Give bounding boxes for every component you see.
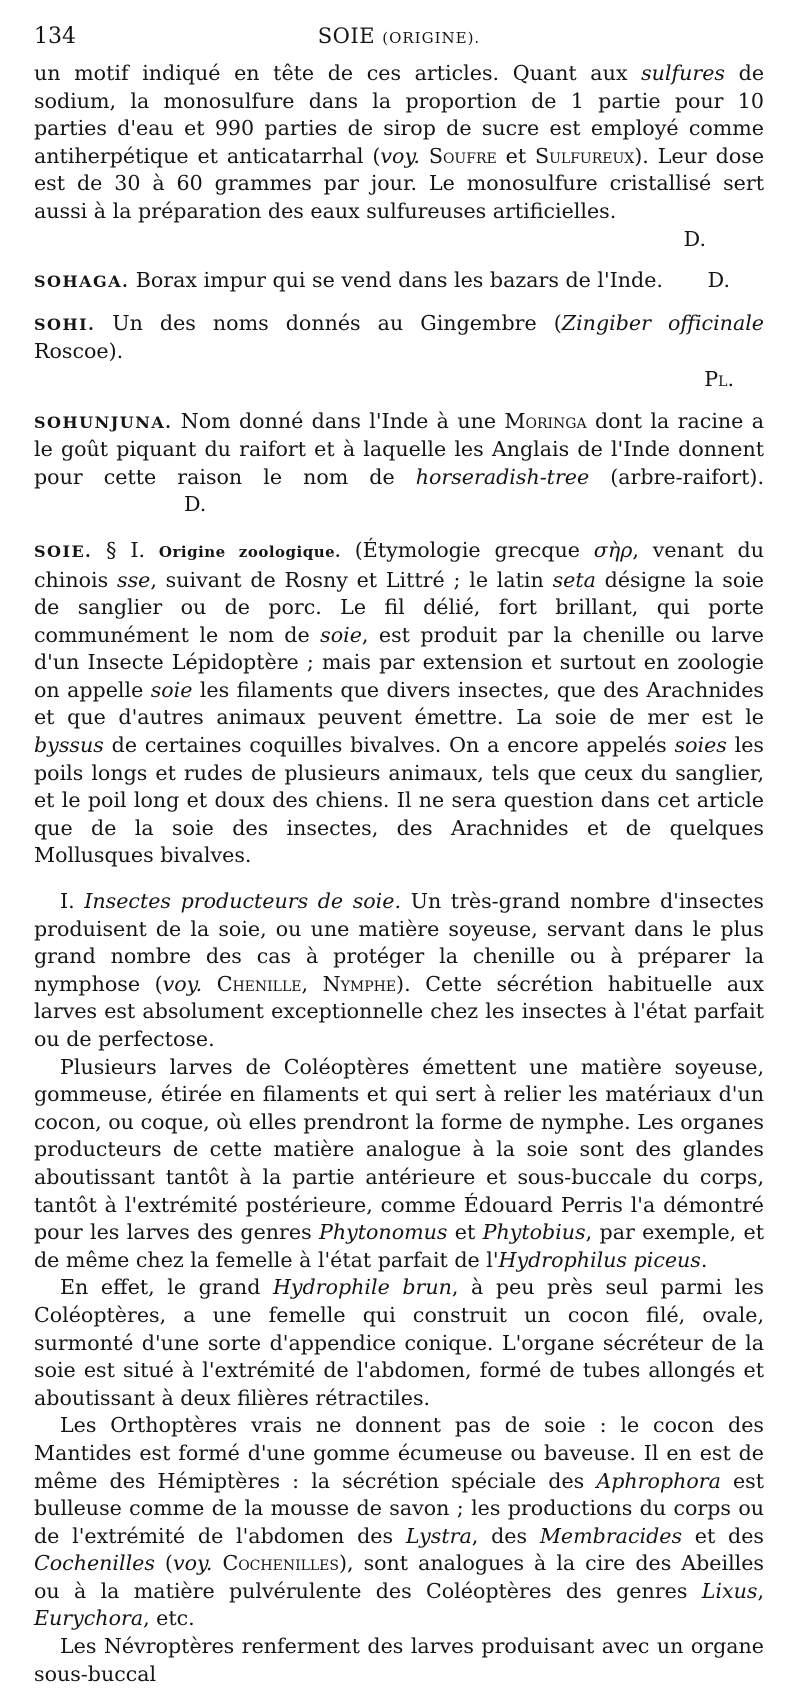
page-header bbox=[34, 24, 764, 60]
entry-sohaga: SOHAGA. Borax impur qui se vend dans les bazars de l'Inde. D. bbox=[34, 268, 730, 293]
intro-signature: D. bbox=[683, 226, 706, 251]
sohi-signature: Pl. bbox=[704, 366, 734, 391]
paragraph-hydrophile: En effet, le grand Hydrophile brun, à peu près seul parmi les Coléoptères, a une femelle qui construit un cocon filé, ovale, surmonté d'une sorte d'appendice conique. L'organe sécréteur de la soie est situé à l'extrémité de l'abdomen, formé de tubes allongés et aboutissant à deux filières rétractiles. bbox=[34, 1275, 764, 1410]
section-insectes: I. Insectes producteurs de soie. Un très-grand nombre d'insectes produisent de la soie, ou une matière soyeuse, servant dans le plus grand nombre des cas à protéger la chenille ou à préparer la nymphose (voy. Chenille, Nymphe). Cette sécrétion habituelle aux larves est absolument exceptionnelle chez les insectes à l'état parfait ou de perfectose. bbox=[34, 889, 765, 1051]
entry-sohunjuna: SOHUNJUNA. Nom donné dans l'Inde à une Moringa dont la racine a le goût piquant du raifort et à laquelle les Anglais de l'Inde donnent pour cette raison le nom de horseradish-tree (arbre-raifort).D. bbox=[34, 408, 764, 517]
running-title: SOIE (ORIGINE). bbox=[317, 24, 481, 48]
entry-sohi: SOHI. Un des noms donnés au Gingembre (Zingiber officinale Roscoe). bbox=[34, 310, 764, 364]
paragraph-nevropteres: Les Névroptères renferment des larves produisant avec un organe sous-buccal bbox=[34, 1634, 764, 1686]
intro-paragraph: un motif indiqué en tête de ces articles. Quant aux sulfures de sodium, la monosulfure dans la proportion de 1 partie pour 10 parties d'eau et 990 parties de sirop de sucre est employé comme antiherpétique et anticatarrhal (voy. Soufre et Sulfureux). Leur dose est de 30 à 60 grammes par jour. Le monosulfure cristallisé sert aussi à la préparation des eaux sulfureuses artificielles. bbox=[34, 61, 765, 223]
paragraph-coleopteres: Plusieurs larves de Coléoptères émettent une matière soyeuse, gommeuse, étirée en filaments et qui sert à relier les matériaux d'un cocon, ou coque, où elles prendront la forme de nymphe. Les organes producteurs de cette matière analogue à la soie sont des glandes aboutissant tantôt à la partie antérieure et sous-buccale du corps, tantôt à l'extrémité postérieure, comme Édouard Perris l'a démontré pour les larves des genres Phytonomus et Phytobius, par exemple, et de même chez la femelle à l'état parfait de l'Hydrophilus piceus. bbox=[34, 1054, 764, 1272]
paragraph-orthopteres: Les Orthoptères vrais ne donnent pas de soie : le cocon des Mantides est formé d'une gomme écumeuse ou baveuse. Il en est de même des Hémiptères : la sécrétion spéciale des Aphrophora est bulleuse comme de la mousse de savon ; les productions du corps ou de l'extrémité de l'abdomen des Lystra, des Membracides et des Cochenilles (voy. Cochenilles), sont analogues à la cire des Abeilles ou à la matière pulvérulente des Coléoptères des genres Lixus, Eurychora, etc. bbox=[34, 1413, 765, 1631]
page-number: 134 bbox=[34, 24, 76, 49]
entry-soie: SOIE. § I. Origine zoologique. (Étymologie grecque σὴρ, venant du chinois sse, suivant de Rosny et Littré ; le latin seta désigne la soie de sanglier ou de porc. Le fil délié, fort brillant, qui porte communément le nom de soie, est produit par la chenille ou larve d'un Insecte Lépidoptère ; mais par extension et surtout en zoologie on appelle soie les filaments que divers insectes, que des Arachnides et que d'autres animaux peuvent émettre. La soie de mer est le byssus de certaines coquilles bivalves. On a encore appelés soies les poils longs et rudes de plusieurs animaux, tels que ceux du sanglier, et le poil long et doux des chiens. Il ne sera question dans cet article que de la soie des insectes, des Arachnides et de quelques Mollusques bivalves. bbox=[34, 537, 765, 868]
document-page bbox=[34, 24, 764, 1688]
